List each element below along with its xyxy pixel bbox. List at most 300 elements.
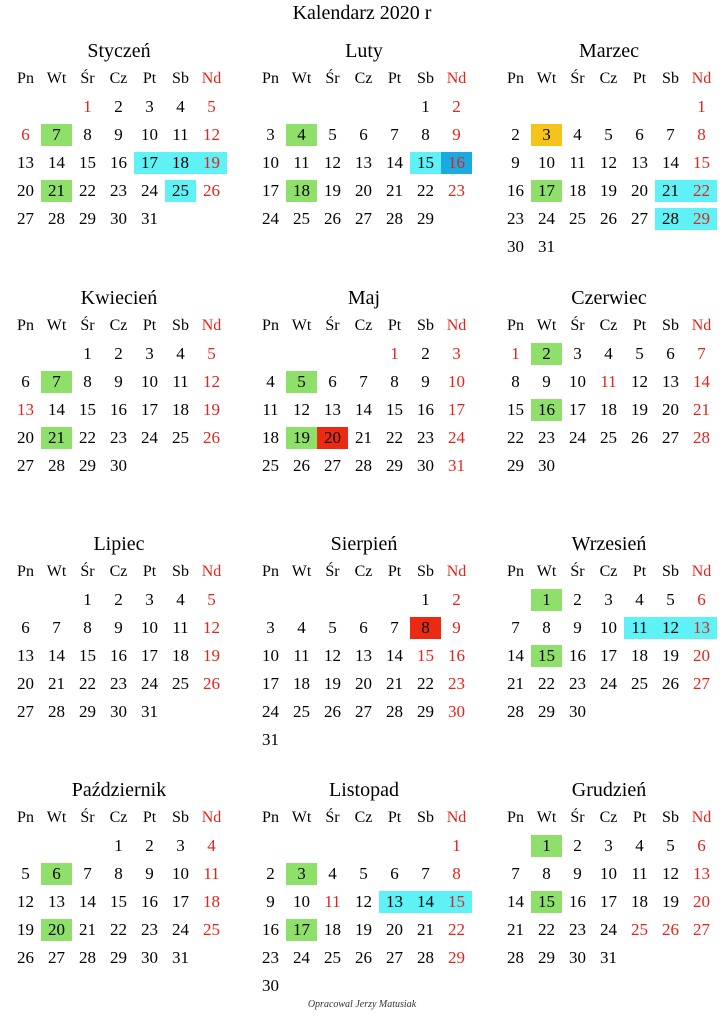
day-cell: 18	[172, 646, 189, 665]
day-cell: 10	[141, 372, 158, 391]
weekday-header: Sb	[662, 563, 679, 580]
day-cell: 13	[355, 153, 372, 172]
day-cell: 18	[324, 920, 341, 939]
day-cell: 1	[511, 344, 520, 363]
day-cell: 11	[203, 864, 220, 883]
day-cell: 9	[114, 618, 123, 637]
day-cell: 24	[600, 674, 617, 693]
day-cell: 15	[410, 152, 441, 174]
day-cell: 11	[293, 646, 310, 665]
day-cell: 31	[141, 702, 158, 721]
month-grid	[255, 804, 473, 1000]
day-cell: 1	[421, 97, 430, 116]
day-cell: 22	[79, 428, 96, 447]
day-cell: 4	[573, 125, 582, 144]
day-cell: 5	[604, 125, 613, 144]
day-cell: 27	[693, 920, 710, 939]
day-cell: 31	[600, 948, 617, 967]
day-cell: 12	[324, 646, 341, 665]
day-cell: 21	[507, 674, 524, 693]
day-cell: 6	[390, 864, 399, 883]
day-cell: 28	[48, 209, 65, 228]
empty-cell	[379, 589, 410, 611]
weekday-header: Wt	[46, 70, 67, 87]
page-title: Kalendarz 2020 r	[292, 2, 432, 24]
day-cell: 20	[317, 427, 348, 449]
day-cell: 7	[83, 864, 92, 883]
month-grid	[255, 312, 473, 480]
day-cell: 20	[693, 646, 710, 665]
day-cell: 21	[507, 920, 524, 939]
day-cell: 5	[207, 97, 216, 116]
day-cell: 12	[17, 892, 34, 911]
day-cell: 9	[452, 125, 461, 144]
weekday-header: Sb	[172, 563, 189, 580]
month-grid	[10, 804, 228, 972]
day-cell: 26	[324, 209, 341, 228]
day-cell: 16	[141, 892, 158, 911]
day-cell: 25	[569, 209, 586, 228]
month-name: Maj	[347, 287, 381, 309]
day-cell: 21	[41, 180, 72, 202]
day-cell: 16	[507, 181, 524, 200]
day-cell: 5	[328, 125, 337, 144]
weekday-header: Śr	[570, 70, 585, 87]
empty-cell	[379, 96, 410, 118]
month-block	[10, 37, 228, 233]
day-cell: 26	[293, 456, 310, 475]
day-cell: 23	[110, 181, 127, 200]
day-cell: 20	[17, 428, 34, 447]
weekday-header: Śr	[570, 317, 585, 334]
day-cell: 15	[507, 400, 524, 419]
day-cell: 11	[293, 153, 310, 172]
empty-cell	[317, 589, 348, 611]
weekday-header: Pt	[632, 809, 647, 826]
weekday-header: Pn	[17, 317, 34, 334]
day-cell: 5	[666, 590, 675, 609]
day-cell: 3	[286, 863, 317, 885]
day-cell: 4	[635, 836, 644, 855]
empty-cell	[317, 343, 348, 365]
day-cell: 22	[448, 920, 465, 939]
day-cell: 25	[324, 948, 341, 967]
day-cell: 16	[110, 646, 127, 665]
day-cell: 9	[114, 372, 123, 391]
day-cell: 25	[631, 920, 648, 939]
day-cell: 19	[286, 427, 317, 449]
day-cell: 2	[573, 836, 582, 855]
day-cell: 29	[538, 702, 555, 721]
day-cell: 28	[386, 702, 403, 721]
weekday-header: Sb	[417, 317, 434, 334]
day-cell: 6	[21, 125, 30, 144]
day-cell: 1	[531, 835, 562, 857]
empty-cell	[624, 96, 655, 118]
weekday-header: Nd	[691, 563, 712, 580]
day-cell: 12	[324, 153, 341, 172]
weekday-header: Pn	[17, 70, 34, 87]
day-cell: 4	[176, 590, 185, 609]
day-cell: 2	[573, 590, 582, 609]
day-cell: 6	[359, 618, 368, 637]
day-cell: 23	[417, 428, 434, 447]
day-cell: 17	[262, 674, 279, 693]
weekday-header: Cz	[354, 809, 373, 826]
day-cell: 10	[293, 892, 310, 911]
weekday-header: Cz	[109, 317, 128, 334]
empty-cell	[410, 835, 441, 857]
month-block	[500, 37, 718, 261]
month-name: Wrzesień	[571, 533, 647, 555]
day-cell: 15	[417, 646, 434, 665]
day-cell: 9	[542, 372, 551, 391]
day-cell: 14	[48, 153, 65, 172]
day-cell: 21	[41, 427, 72, 449]
weekday-header: Nd	[201, 70, 222, 87]
day-cell: 4	[604, 344, 613, 363]
day-cell: 17	[134, 152, 165, 174]
day-cell: 3	[452, 344, 461, 363]
day-cell: 15	[531, 645, 562, 667]
day-cell: 3	[266, 618, 275, 637]
weekday-header: Wt	[536, 317, 557, 334]
weekday-header: Śr	[80, 317, 95, 334]
day-cell: 3	[145, 97, 154, 116]
day-cell: 22	[538, 674, 555, 693]
weekday-header: Sb	[417, 809, 434, 826]
day-cell: 13	[693, 864, 710, 883]
weekday-header: Wt	[536, 563, 557, 580]
day-cell: 4	[207, 836, 216, 855]
weekday-header: Cz	[354, 563, 373, 580]
weekday-header: Nd	[446, 563, 467, 580]
day-cell: 12	[203, 618, 220, 637]
day-cell: 15	[441, 891, 472, 913]
weekday-header: Wt	[46, 317, 67, 334]
day-cell: 26	[355, 948, 372, 967]
weekday-header: Cz	[109, 70, 128, 87]
day-cell: 6	[328, 372, 337, 391]
day-cell: 6	[21, 372, 30, 391]
day-cell: 24	[600, 920, 617, 939]
day-cell: 5	[21, 864, 30, 883]
day-cell: 18	[631, 892, 648, 911]
day-cell: 25	[293, 209, 310, 228]
day-cell: 2	[266, 864, 275, 883]
month-grid	[500, 804, 718, 972]
empty-cell	[255, 835, 286, 857]
day-cell: 27	[355, 702, 372, 721]
day-cell: 22	[686, 180, 717, 202]
day-cell: 23	[262, 948, 279, 967]
day-cell: 17	[141, 400, 158, 419]
empty-cell	[348, 343, 379, 365]
day-cell: 25	[165, 180, 196, 202]
weekday-header: Sb	[172, 70, 189, 87]
weekday-header: Nd	[201, 317, 222, 334]
day-cell: 30	[569, 948, 586, 967]
day-cell: 17	[600, 646, 617, 665]
day-cell: 1	[390, 344, 399, 363]
weekday-header: Cz	[599, 809, 618, 826]
day-cell: 23	[448, 181, 465, 200]
weekday-header: Pt	[387, 317, 402, 334]
day-cell: 11	[172, 125, 189, 144]
day-cell: 7	[41, 371, 72, 393]
month-block	[500, 776, 718, 972]
month-name: Marzec	[579, 40, 639, 62]
day-cell: 24	[569, 428, 586, 447]
day-cell: 24	[141, 674, 158, 693]
empty-cell	[348, 96, 379, 118]
day-cell: 10	[569, 372, 586, 391]
day-cell: 31	[448, 456, 465, 475]
month-name: Listopad	[329, 779, 399, 801]
day-cell: 27	[17, 456, 34, 475]
day-cell: 13	[48, 892, 65, 911]
day-cell: 21	[693, 400, 710, 419]
day-cell: 30	[141, 948, 158, 967]
day-cell: 3	[266, 125, 275, 144]
day-cell: 11	[324, 892, 341, 911]
day-cell: 7	[511, 618, 520, 637]
day-cell: 18	[600, 400, 617, 419]
day-cell: 30	[569, 702, 586, 721]
month-grid	[500, 312, 718, 480]
day-cell: 24	[141, 181, 158, 200]
day-cell: 13	[662, 372, 679, 391]
day-cell: 18	[569, 181, 586, 200]
weekday-header: Śr	[570, 809, 585, 826]
weekday-header: Wt	[536, 809, 557, 826]
day-cell: 11	[172, 372, 189, 391]
day-cell: 15	[79, 646, 96, 665]
month-block	[255, 37, 473, 233]
day-cell: 7	[666, 125, 675, 144]
weekday-header: Pt	[632, 70, 647, 87]
day-cell: 20	[41, 919, 72, 941]
day-cell: 23	[110, 428, 127, 447]
weekday-header: Nd	[201, 809, 222, 826]
day-cell: 31	[172, 948, 189, 967]
day-cell: 19	[662, 892, 679, 911]
weekday-header: Pn	[507, 563, 524, 580]
weekday-header: Sb	[662, 70, 679, 87]
day-cell: 31	[141, 209, 158, 228]
weekday-header: Cz	[599, 70, 618, 87]
empty-cell	[255, 589, 286, 611]
day-cell: 10	[262, 153, 279, 172]
month-name: Lipiec	[93, 533, 145, 555]
weekday-header: Śr	[80, 563, 95, 580]
empty-cell	[317, 835, 348, 857]
weekday-header: Cz	[354, 70, 373, 87]
day-cell: 16	[110, 400, 127, 419]
empty-cell	[500, 835, 531, 857]
day-cell: 21	[655, 180, 686, 202]
day-cell: 25	[600, 428, 617, 447]
day-cell: 18	[262, 428, 279, 447]
day-cell: 4	[266, 372, 275, 391]
day-cell: 30	[448, 702, 465, 721]
day-cell: 27	[662, 428, 679, 447]
day-cell: 16	[110, 153, 127, 172]
day-cell: 12	[203, 372, 220, 391]
day-cell: 9	[511, 153, 520, 172]
day-cell: 24	[262, 209, 279, 228]
day-cell: 3	[573, 344, 582, 363]
day-cell: 14	[410, 891, 441, 913]
month-grid	[10, 558, 228, 726]
day-cell: 8	[697, 125, 706, 144]
weekday-header: Pn	[507, 317, 524, 334]
day-cell: 19	[196, 152, 227, 174]
day-cell: 28	[48, 456, 65, 475]
month-name: Sierpień	[330, 533, 398, 555]
day-cell: 31	[538, 237, 555, 256]
day-cell: 9	[573, 618, 582, 637]
day-cell: 24	[172, 920, 189, 939]
day-cell: 18	[631, 646, 648, 665]
day-cell: 3	[604, 836, 613, 855]
weekday-header: Wt	[291, 317, 312, 334]
weekday-header: Nd	[691, 317, 712, 334]
weekday-header: Wt	[291, 563, 312, 580]
day-cell: 21	[48, 674, 65, 693]
empty-cell	[348, 835, 379, 857]
day-cell: 14	[507, 646, 524, 665]
day-cell: 13	[379, 891, 410, 913]
day-cell: 4	[297, 618, 306, 637]
day-cell: 12	[631, 372, 648, 391]
weekday-header: Cz	[599, 317, 618, 334]
day-cell: 25	[203, 920, 220, 939]
weekday-header: Pn	[262, 70, 279, 87]
day-cell: 27	[355, 209, 372, 228]
day-cell: 2	[531, 343, 562, 365]
day-cell: 2	[114, 344, 123, 363]
day-cell: 7	[359, 372, 368, 391]
day-cell: 5	[635, 344, 644, 363]
day-cell: 14	[693, 372, 710, 391]
empty-cell	[10, 343, 41, 365]
weekday-header: Pt	[632, 563, 647, 580]
weekday-header: Cz	[354, 317, 373, 334]
weekday-header: Nd	[446, 809, 467, 826]
day-cell: 14	[48, 646, 65, 665]
day-cell: 18	[203, 892, 220, 911]
day-cell: 25	[172, 428, 189, 447]
day-cell: 13	[324, 400, 341, 419]
day-cell: 7	[390, 618, 399, 637]
weekday-header: Pt	[387, 70, 402, 87]
day-cell: 26	[600, 209, 617, 228]
day-cell: 24	[141, 428, 158, 447]
weekday-header: Nd	[446, 70, 467, 87]
month-grid	[500, 65, 718, 261]
weekday-header: Cz	[109, 809, 128, 826]
day-cell: 27	[324, 456, 341, 475]
day-cell: 30	[262, 976, 279, 995]
day-cell: 30	[110, 702, 127, 721]
day-cell: 14	[662, 153, 679, 172]
day-cell: 12	[203, 125, 220, 144]
day-cell: 26	[631, 428, 648, 447]
day-cell: 18	[172, 400, 189, 419]
day-cell: 2	[114, 97, 123, 116]
day-cell: 2	[511, 125, 520, 144]
day-cell: 9	[145, 864, 154, 883]
day-cell: 13	[17, 400, 34, 419]
day-cell: 23	[110, 674, 127, 693]
day-cell: 26	[203, 428, 220, 447]
day-cell: 17	[448, 400, 465, 419]
day-cell: 15	[79, 153, 96, 172]
day-cell: 19	[662, 646, 679, 665]
day-cell: 29	[79, 702, 96, 721]
day-cell: 31	[262, 730, 279, 749]
day-cell: 22	[386, 428, 403, 447]
day-cell: 27	[17, 209, 34, 228]
day-cell: 22	[538, 920, 555, 939]
weekday-header: Pt	[387, 809, 402, 826]
day-cell: 3	[176, 836, 185, 855]
day-cell: 12	[662, 864, 679, 883]
day-cell: 20	[355, 674, 372, 693]
day-cell: 14	[386, 646, 403, 665]
day-cell: 15	[386, 400, 403, 419]
day-cell: 1	[83, 590, 92, 609]
empty-cell	[41, 96, 72, 118]
day-cell: 12	[355, 892, 372, 911]
day-cell: 28	[507, 948, 524, 967]
day-cell: 17	[600, 892, 617, 911]
day-cell: 28	[507, 702, 524, 721]
weekday-header: Pn	[17, 809, 34, 826]
empty-cell	[286, 835, 317, 857]
day-cell: 2	[114, 590, 123, 609]
day-cell: 15	[79, 400, 96, 419]
day-cell: 26	[203, 674, 220, 693]
day-cell: 16	[448, 646, 465, 665]
day-cell: 8	[511, 372, 520, 391]
day-cell: 28	[417, 948, 434, 967]
day-cell: 18	[286, 180, 317, 202]
day-cell: 1	[83, 97, 92, 116]
weekday-header: Sb	[172, 809, 189, 826]
day-cell: 24	[538, 209, 555, 228]
weekday-header: Cz	[599, 563, 618, 580]
day-cell: 21	[79, 920, 96, 939]
day-cell: 20	[386, 920, 403, 939]
day-cell: 7	[421, 864, 430, 883]
month-block	[255, 776, 473, 1000]
day-cell: 5	[666, 836, 675, 855]
day-cell: 25	[172, 674, 189, 693]
weekday-header: Śr	[80, 809, 95, 826]
day-cell: 28	[48, 702, 65, 721]
day-cell: 8	[83, 372, 92, 391]
day-cell: 16	[569, 892, 586, 911]
day-cell: 21	[417, 920, 434, 939]
month-grid	[500, 558, 718, 726]
day-cell: 13	[355, 646, 372, 665]
weekday-header: Wt	[536, 70, 557, 87]
empty-cell	[348, 589, 379, 611]
day-cell: 1	[83, 344, 92, 363]
day-cell: 30	[507, 237, 524, 256]
